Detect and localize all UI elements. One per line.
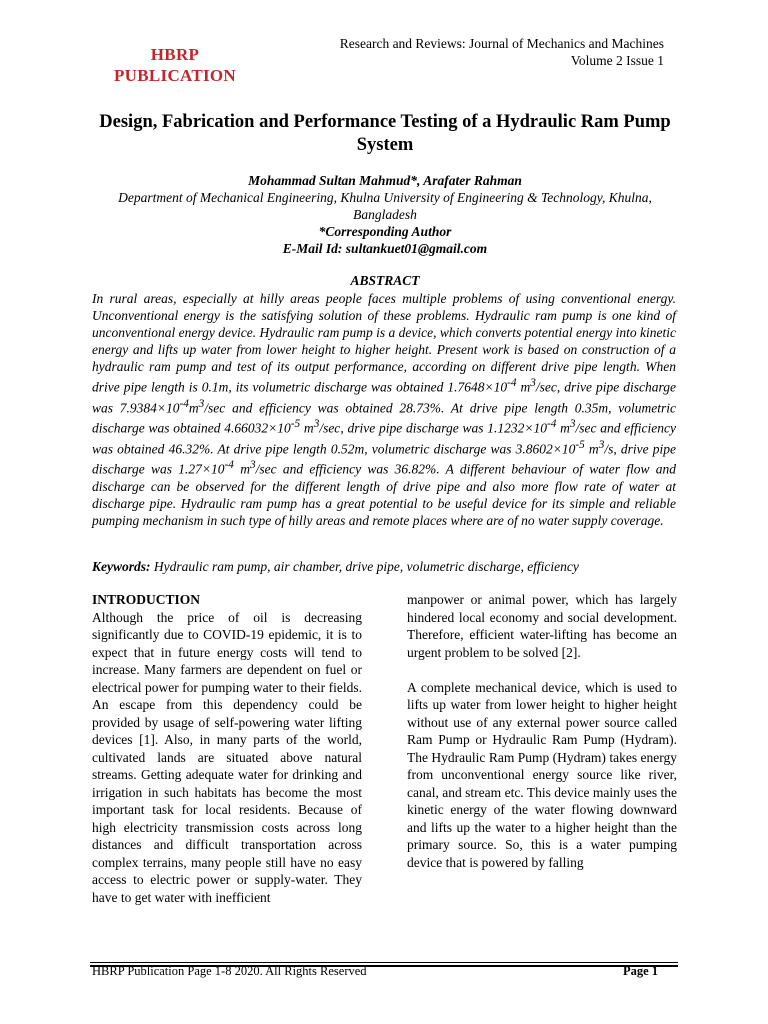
result-1-length: 0.1m [201,379,229,395]
result-2-dd-unit: /sec [575,420,597,436]
result-3-dd-exp: -4 [224,459,234,471]
result-3-dd-unit: /sec [255,461,277,477]
result-2-dd-exp: -4 [547,418,557,430]
introduction-paragraph-3: A complete mechanical device, which is used to lifts up water from lower height to higher height without use of any external power source called Ram Pump or Hydraulic Ram Pump (Hydram). The Hydraulic Ram Pump (Hydram) takes energy from unconventional energy source like river, canal, and stream etc. This device mainly uses the kinetic energy of the water flowing downward and lifts up the water to a higher height than the primary source. So, this is a water pumping device that is powered by falling [407,679,677,870]
result-3-volumetric: 3.8602×10 [515,441,576,456]
journal-volume: Volume 2 Issue 1 [570,53,664,68]
author-block [90,172,680,257]
result-3-efficiency: 36.82% [394,461,437,477]
footer-copyright: HBRP Publication Page 1-8 2020. All Rights Reserved [92,964,367,978]
footer-rule-thin [90,962,678,963]
paper-title: Design, Fabrication and Performance Testing of a Hydraulic Ram Pump System [99,112,671,155]
keywords-label: Keywords: [92,559,151,574]
logo-line-1: HBRP [150,45,200,64]
result-3-drive: 1.27×10 [178,461,225,477]
result-1-vd-unit: /sec [535,379,557,395]
result-3-vd-exp: -5 [575,438,585,451]
journal-header [340,35,664,69]
footer-page-number: Page 1 [622,964,658,978]
result-1-drive: 7.9384×10 [119,400,180,415]
author-names: Mohammad Sultan Mahmud*, Arafater Rahman [248,173,522,188]
result-2-volumetric: 4.66032×10 [224,420,291,436]
result-2-efficiency: 46.32% [168,441,211,456]
result-3-vd-unit: /s [604,441,614,456]
result-3-length: 0.52m [330,441,365,456]
introduction-heading: INTRODUCTION [92,592,201,607]
logo-line-2: PUBLICATION [113,66,236,85]
abstract-intro: In rural areas, especially at hilly areas people faces multiple problems of using conventional energy. Unconventional energy is the satisfying solution of these problems. Hydraulic ram pump is one kind of unconventional energy device. Hydraulic ram pump is a device, which converts potential energy into kinetic energy and lifts up water from lower height to higher height. Present work is based on construction of a hydraulic ram pump and test of its output performance, according on different drive pipe length. [92,291,676,374]
result-2-vd-unit: /sec [319,420,341,436]
result-2-drive: 1.1232×10 [487,420,547,436]
journal-name: Research and Reviews: Journal of Mechanics and Machines [339,36,664,51]
author-email: E-Mail Id: sultankuet01@gmail.com [282,241,488,256]
corresponding-author: *Corresponding Author [318,224,452,239]
result-2-length: 0.35m [574,400,609,415]
introduction-paragraph-2: manpower or animal power, which has largely hindered local economy and social development. Therefore, efficient water-lifting has become an urgent problem to be solved [2]. [407,592,677,660]
abstract-conclusion: A different behaviour of water flow and discharge can be observed for the different length of drive pipe and also more flow rate of water at discharge pipe. Hydraulic ram pump has a great potential to be useful device for its simple and reliable pumping mechanism in such type of hilly areas and remote places where are of no water supply coverage. [92,461,677,528]
keywords-list: Hydraulic ram pump, air chamber, drive pipe, volumetric discharge, efficiency [153,559,579,574]
result-1-vd-exp: -4 [507,377,517,389]
author-affiliation: Department of Mechanical Engineering, Khulna University of Engineering & Technology, Khulna, Bangladesh [118,190,652,222]
left-column [92,591,362,906]
result-1-volumetric: 1.7648×10 [447,379,508,395]
result-2-vd-exp: -5 [290,418,301,430]
result-1-efficiency: 28.73% [399,400,442,415]
result-1-dd-unit: /sec [204,400,226,415]
abstract-heading: ABSTRACT [350,273,420,288]
abstract-body: In rural areas, especially at hilly areas people faces multiple problems of using conventional energy. Unconventional energy is the satisfying solution of these problems. Hydraulic ram pump is one kind of unconventional energy device. Hydraulic ram pump is a device, which converts potential energy into kinetic energy and lifts up water from lower height to higher height. Present work is based on construction of a hydraulic ram pump and test of its output performance, according on different drive pipe length. When drive pipe length is 0.1m, its volumetric discharge was obtained $1.7648\times 10^{-4}$ $m^3/\sec$, drive pipe discharge was $7.9384\times 10^{-4}m^3/\sec$ and efficiency was obtained 28.73%. At drive pipe length 0.35m, volumetric discharge was obtained $4.66032\times 10^{-5}$ $m^3/\sec$, drive pipe discharge was $1.1232\times 10^{-4}$ $m^3/\sec$ and efficiency was obtained 46.32%. At drive pipe length 0.52m, volumetric discharge was $3.8602\times 10^{-5}$ $m^3/s$, drive pipe discharge was $1.27\times 10^{-4}$ $m^3/\sec$ and efficiency was 36.82%. A different behaviour of water flow and discharge can be observed for the different length of drive pipe and also more flow rate of water at discharge pipe. Hydraulic ram pump has a great potential to be useful device for its simple and reliable pumping mechanism in such type of hilly areas and remote places where are of no water supply coverage. [92,291,677,528]
publisher-logo [100,44,250,86]
result-1-dd-exp: -4 [179,397,189,410]
introduction-paragraph-1: Although the price of oil is decreasing significantly due to COVID-19 epidemic, it is to expect that in future energy costs will tend to increase. Many farmers are dependent on fuel or electrical power for pumping water to their fields. An escape from this dependency could be provided by usage of self-powering water lifting devices [1]. Also, in many parts of the world, cultivated lands are situated above natural streams. Getting adequate water for drinking and irrigation in such habitats has become the most important task for local residents. Because of high electricity transmission costs across long distances and difficult transportation across complex terrains, many people still have no easy access to electric power or supply-water. They have to get water with inefficient [92,609,362,905]
right-column [407,591,677,871]
keywords [92,558,682,575]
